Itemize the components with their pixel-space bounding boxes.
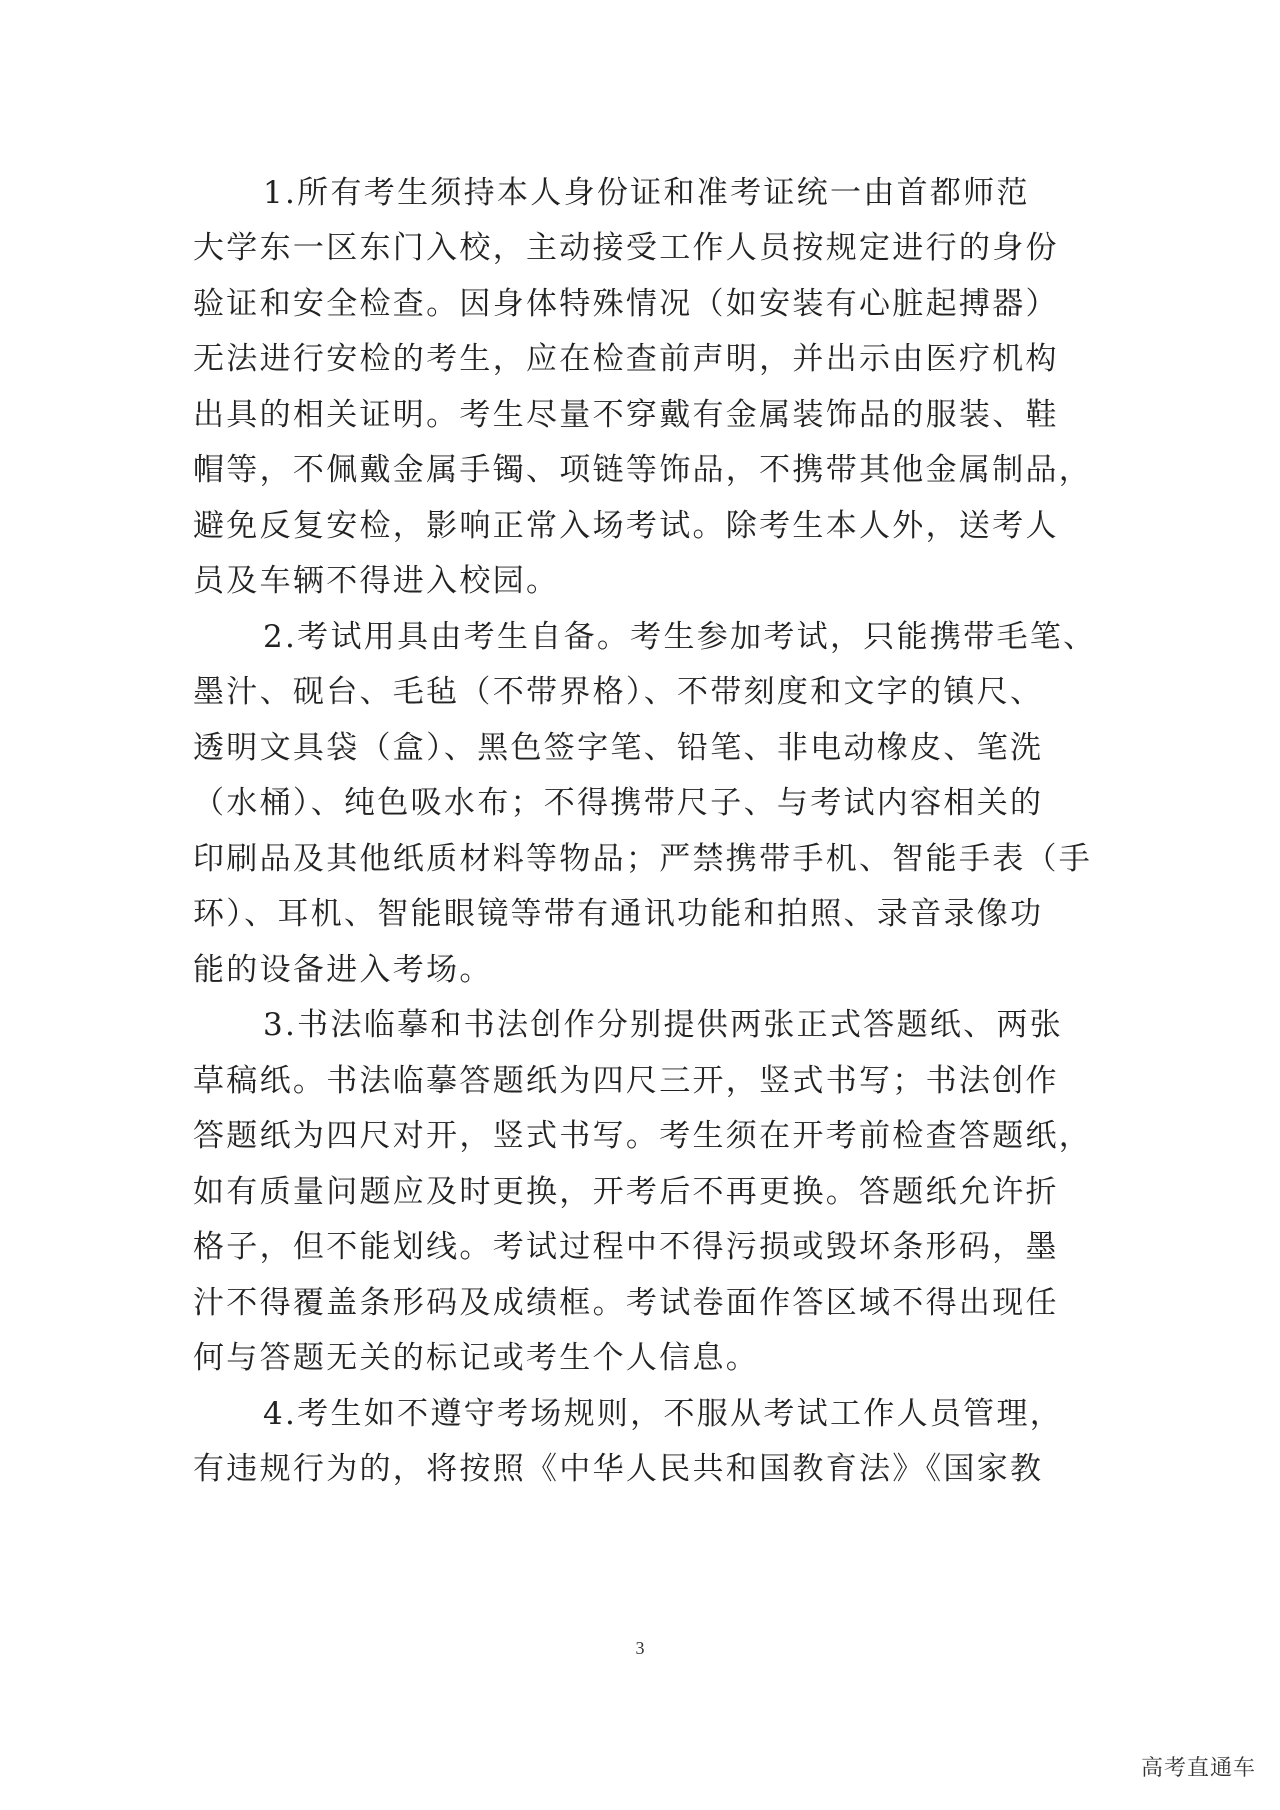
text-line: 如有质量问题应及时更换，开考后不再更换。答题纸允许折 (193, 1174, 1059, 1210)
text-line: 出具的相关证明。考生尽量不穿戴有金属装饰品的服装、鞋 (193, 397, 1059, 433)
text-line: 格子，但不能划线。考试过程中不得污损或毁坏条形码，墨 (193, 1229, 1059, 1265)
text-line: 答题纸为四尺对开，竖式书写。考生须在开考前检查答题纸， (193, 1118, 1093, 1154)
text-line: 环）、耳机、智能眼镜等带有通讯功能和拍照、录音录像功 (193, 896, 1044, 932)
text-line: 2.考试用具由考生自备。考生参加考试，只能携带毛笔、 (263, 619, 1097, 655)
text-line: （水桶）、纯色吸水布；不得携带尺子、与考试内容相关的 (193, 785, 1044, 821)
text-line: 避免反复安检，影响正常入场考试。除考生本人外，送考人 (193, 508, 1059, 544)
text-line: 无法进行安检的考生，应在检查前声明，并出示由医疗机构 (193, 341, 1059, 377)
page-number: 3 (635, 1638, 645, 1658)
text-line: 能的设备进入考场。 (193, 952, 493, 988)
text-line: 印刷品及其他纸质材料等物品；严禁携带手机、智能手表（手 (193, 841, 1093, 877)
text-line: 3.书法临摹和书法创作分别提供两张正式答题纸、两张 (263, 1007, 1064, 1043)
text-line: 1.所有考生须持本人身份证和准考证统一由首都师范 (263, 175, 1030, 211)
text-line: 帽等，不佩戴金属手镯、项链等饰品，不携带其他金属制品， (193, 452, 1093, 488)
text-line: 有违规行为的，将按照《中华人民共和国教育法》《国家教 (193, 1451, 1044, 1487)
text-line: 墨汁、砚台、毛毡（不带界格）、不带刻度和文字的镇尺、 (193, 674, 1044, 710)
text-line: 草稿纸。书法临摹答题纸为四尺三开，竖式书写；书法创作 (193, 1063, 1059, 1099)
text-line: 何与答题无关的标记或考生个人信息。 (193, 1340, 760, 1376)
watermark-text: 高考直通车 (1140, 1756, 1256, 1781)
text-line: 透明文具袋（盒）、黑色签字笔、铅笔、非电动橡皮、笔洗 (193, 730, 1044, 766)
text-line: 汁不得覆盖条形码及成绩框。考试卷面作答区域不得出现任 (193, 1285, 1059, 1321)
text-line: 员及车辆不得进入校园。 (193, 563, 560, 599)
text-line: 4.考生如不遵守考场规则，不服从考试工作人员管理， (263, 1396, 1064, 1432)
text-line: 验证和安全检查。因身体特殊情况（如安装有心脏起搏器） (193, 286, 1059, 322)
text-line: 大学东一区东门入校，主动接受工作人员按规定进行的身份 (193, 230, 1059, 266)
